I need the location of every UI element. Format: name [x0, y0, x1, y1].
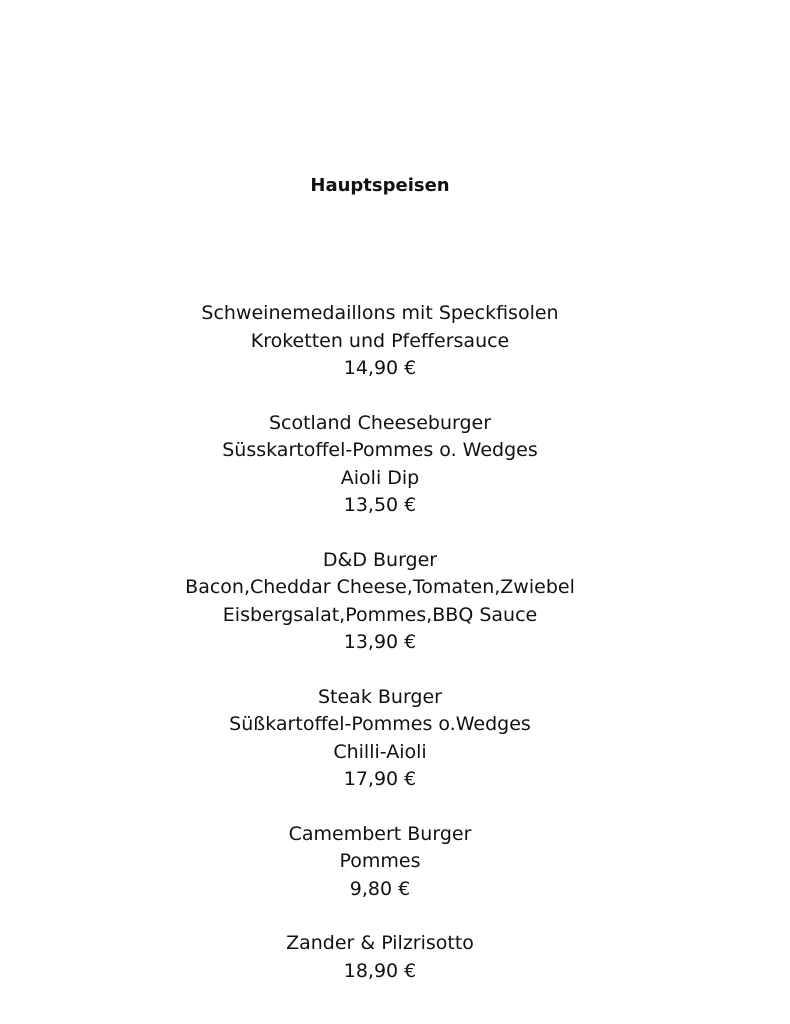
- dish-description: Pommes: [339, 850, 421, 872]
- dish-price: 18,90 €: [343, 959, 417, 982]
- dish-price: 9,80 €: [349, 877, 411, 900]
- dish-name: Steak Burger: [317, 685, 442, 708]
- dish-description: Bacon,Cheddar Cheese,Tomaten,Zwiebel: [185, 576, 575, 598]
- dish-description: Süsskartoffel-Pommes o. Wedges: [222, 439, 538, 461]
- dish-item: [0, 410, 760, 520]
- dish-price: 14,90 €: [343, 357, 417, 379]
- dish-name: Scotland Cheeseburger: [268, 411, 492, 434]
- dish-price: 13,90 €: [343, 631, 417, 653]
- page-title: Hauptspeisen: [310, 175, 450, 196]
- dish-description: Süßkartoffel-Pommes o.Wedges: [229, 713, 531, 735]
- dish-name: Camembert Burger: [288, 822, 472, 845]
- dish-list: [0, 300, 760, 1012]
- dish-description: Chilli-Aioli: [333, 740, 427, 763]
- dish-item: [0, 821, 760, 904]
- dish-name: Schweinemedaillons mit Speckfisolen: [201, 302, 559, 324]
- dish-name: Zander & Pilzrisotto: [286, 932, 474, 954]
- dish-description: Eisbergsalat,Pommes,BBQ Sauce: [222, 603, 538, 626]
- dish-description: Aioli Dip: [340, 466, 420, 489]
- dish-name: D&D Burger: [322, 548, 438, 571]
- dish-item: [0, 547, 760, 657]
- dish-item: [0, 300, 760, 383]
- dish-description: Kroketten und Pfeffersauce: [250, 329, 510, 352]
- dish-price: 13,50 €: [343, 494, 417, 516]
- dish-item: [0, 684, 760, 794]
- dish-item: [0, 930, 760, 985]
- dish-price: 17,90 €: [343, 768, 417, 790]
